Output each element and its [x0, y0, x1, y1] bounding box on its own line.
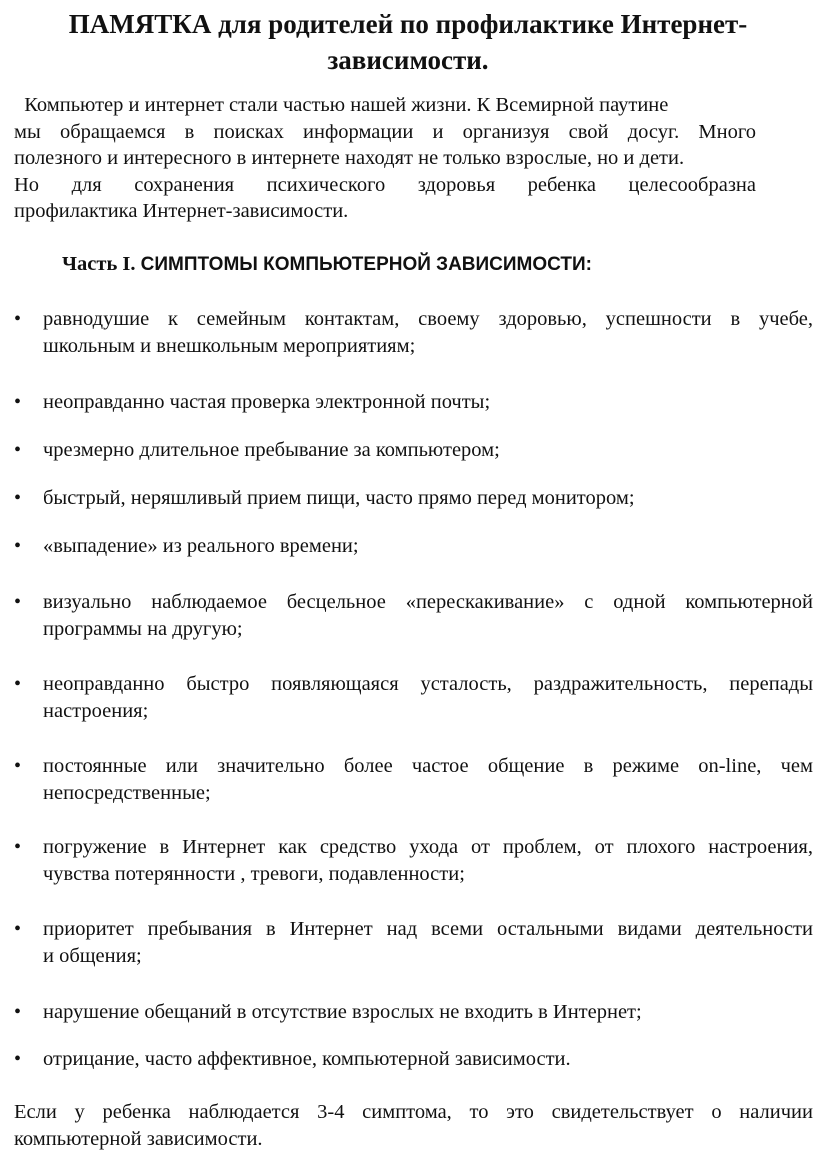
list-item-text — [43, 753, 813, 807]
list-item-line: приоритет пребывания в Интернет над всеми остальными видами деятельности — [43, 918, 813, 940]
bullet-marker: • — [14, 535, 22, 557]
list-item-text — [43, 589, 813, 643]
list-item-line: и общения; — [43, 945, 142, 967]
section-heading-prefix: Часть I. — [62, 253, 141, 275]
section-heading — [62, 251, 592, 278]
document-title-line-2: зависимости. — [327, 45, 489, 75]
bullet-marker: • — [14, 391, 22, 413]
list-item-line: школьным и внешкольным мероприятиям; — [43, 335, 416, 357]
intro-line-3: полезного и интересного в интернете находят не только взрослые, но и дети. — [14, 147, 685, 169]
conclusion-line-2: компьютерной зависимости. — [14, 1128, 263, 1150]
conclusion-line-1: Если у ребенка наблюдается 3-4 симптома, то это свидетельствует о наличии — [14, 1101, 813, 1123]
bullet-marker: • — [14, 1048, 22, 1070]
bullet-marker: • — [14, 673, 22, 695]
list-item-line: равнодушие к семейным контактам, своему здоровью, успешности в учебе, — [43, 308, 813, 330]
list-item-line: неоправданно быстро появляющаяся усталость, раздражительность, перепады — [43, 673, 813, 695]
list-item-text — [43, 916, 813, 970]
list-item-text: чрезмерно длительное пребывание за компьютером; — [43, 439, 500, 461]
list-item-text: «выпадение» из реального времени; — [43, 535, 359, 557]
list-item-line: визуально наблюдаемое бесцельное «перескакивание» с одной компьютерной — [43, 591, 813, 613]
bullet-marker: • — [14, 755, 22, 777]
bullet-marker: • — [14, 439, 22, 461]
list-item-text — [43, 834, 813, 888]
intro-line-5: профилактика Интернет-зависимости. — [14, 200, 349, 222]
list-item-line: непосредственные; — [43, 782, 211, 804]
list-item-line: погружение в Интернет как средство ухода от проблем, от плохого настроения, — [43, 836, 813, 858]
intro-line-1: Компьютер и интернет стали частью нашей жизни. К Всемирной паутине — [14, 94, 669, 116]
list-item-line: чувства потерянности , тревоги, подавленности; — [43, 863, 465, 885]
bullet-marker: • — [14, 1001, 22, 1023]
list-item-text: отрицание, часто аффективное, компьютерной зависимости. — [43, 1048, 571, 1070]
bullet-marker: • — [14, 487, 22, 509]
bullet-marker: • — [14, 308, 22, 330]
list-item-text: нарушение обещаний в отсутствие взрослых не входить в Интернет; — [43, 1001, 642, 1023]
bullet-marker: • — [14, 836, 22, 858]
conclusion-paragraph — [14, 1099, 813, 1153]
list-item-text — [43, 671, 813, 725]
bullet-marker: • — [14, 918, 22, 940]
intro-line-4: Но для сохранения психического здоровья ребенка целесообразна — [14, 173, 756, 196]
list-item-line: постоянные или значительно более частое общение в режиме on-line, чем — [43, 755, 813, 777]
list-item-line: программы на другую; — [43, 618, 243, 640]
intro-line-2: мы обращаемся в поисках информации и организуя свой досуг. Много — [14, 120, 756, 143]
list-item-text — [43, 306, 813, 360]
section-heading-text: СИМПТОМЫ КОМПЬЮТЕРНОЙ ЗАВИСИМОСТИ: — [140, 254, 592, 275]
document-title-line-1: ПАМЯТКА для родителей по профилактике Интернет- — [68, 9, 748, 39]
list-item-text: неоправданно частая проверка электронной почты; — [43, 391, 491, 413]
intro-paragraph — [14, 92, 756, 225]
list-item-text: быстрый, неряшливый прием пищи, часто прямо перед монитором; — [43, 487, 635, 509]
list-item-line: настроения; — [43, 700, 149, 722]
bullet-marker: • — [14, 591, 22, 613]
